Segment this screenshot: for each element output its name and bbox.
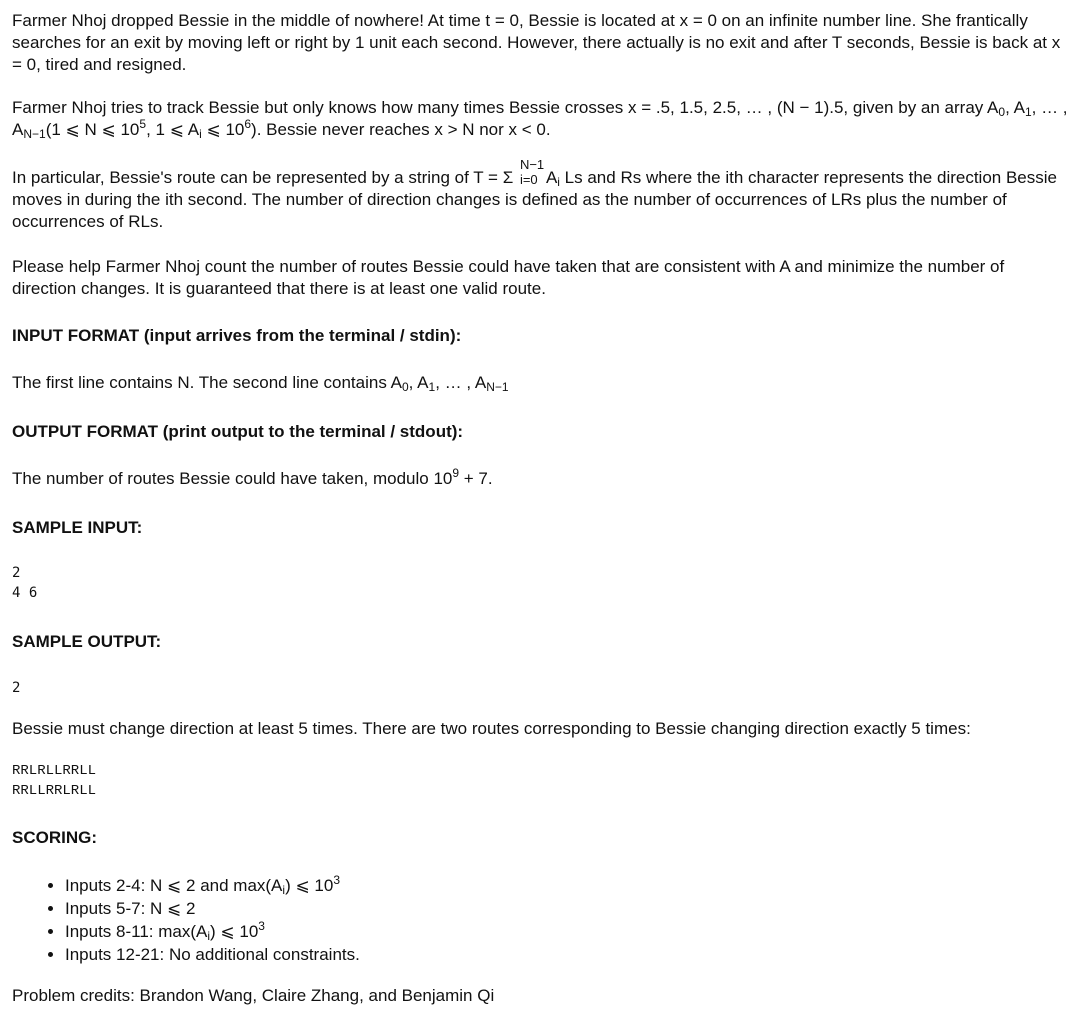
text-fragment: , … , A	[12, 98, 1068, 139]
text-fragment: Inputs 8-11: max(A	[65, 922, 208, 941]
text-fragment: ) ⩽ 10	[285, 876, 334, 895]
text-fragment: A	[545, 168, 558, 187]
explanation-text: Bessie must change direction at least 5 times. There are two routes corresponding to Bessie changing direction exactly 5 times:	[12, 719, 971, 738]
sum-lower-limit: i=0	[519, 172, 538, 187]
statement-paragraph-4	[12, 256, 1070, 300]
subscript: i	[557, 175, 560, 189]
sample-input-heading: SAMPLE INPUT:	[12, 518, 143, 537]
problem-credits: Problem credits: Brandon Wang, Claire Zhang, and Benjamin Qi	[12, 986, 495, 1005]
text-fragment: The first line contains N. The second line contains A	[12, 373, 402, 392]
text-fragment: Ls and Rs where the ith character represents the direction Bessie moves in during the ith second. The number of direction changes is defined as the number of occurrences of LRs plus the number of occurrences of RLs.	[12, 168, 1057, 231]
text-fragment: ⩽ 10	[201, 120, 245, 139]
subscript: 0	[998, 105, 1006, 119]
text-fragment: In particular, Bessie's route can be represented by a string of T = Σ	[12, 168, 518, 187]
superscript: 9	[452, 466, 460, 480]
subscript: 0	[401, 380, 409, 394]
statement-text: Please help Farmer Nhoj count the number of routes Bessie could have taken that are consistent with A and minimize the number of direction changes. It is guaranteed that there is at least one valid route.	[12, 257, 1005, 298]
superscript: 6	[244, 117, 252, 131]
scoring-item	[65, 874, 1065, 897]
text-fragment: Inputs 2-4: N ⩽ 2 and max(A	[65, 876, 283, 895]
text-fragment: + 7.	[459, 469, 493, 488]
text-fragment: ) ⩽ 10	[210, 922, 259, 941]
output-format-heading: OUTPUT FORMAT (print output to the terminal / stdout):	[12, 422, 464, 441]
superscript: 5	[139, 117, 147, 131]
text-fragment: , A	[1005, 98, 1025, 117]
summation-limits	[518, 157, 546, 189]
scoring-item	[65, 943, 1065, 966]
scoring-item	[65, 920, 1065, 943]
input-format-heading: INPUT FORMAT (input arrives from the terminal / stdin):	[12, 326, 462, 345]
text-fragment: (1 ⩽ N ⩽ 10	[45, 120, 140, 139]
subscript: N−1	[23, 127, 46, 141]
text-fragment: , … , A	[435, 373, 487, 392]
subscript: N−1	[486, 380, 509, 394]
explanation-routes: RRLRLLRRLL RRLLRRLRLL	[12, 763, 97, 799]
text-fragment: Inputs 5-7: N ⩽ 2	[65, 899, 196, 918]
statement-paragraph-2	[12, 97, 1070, 141]
scoring-item	[65, 897, 1065, 920]
superscript: 3	[258, 919, 265, 933]
statement-paragraph-3	[12, 157, 1070, 233]
statement-paragraph-1	[12, 10, 1070, 76]
sample-input-block: 2 4 6	[12, 565, 38, 601]
text-fragment: ). Bessie never reaches x > N nor x < 0.	[251, 120, 551, 139]
sum-upper-limit: N−1	[519, 157, 545, 172]
statement-text: Farmer Nhoj dropped Bessie in the middle of nowhere! At time t = 0, Bessie is located at x = 0 on an infinite number line. She frantically searches for an exit by moving left or right by 1 unit each second. However, there actually is no exit and after T seconds, Bessie is back at x = 0, tired and resigned.	[12, 11, 1061, 74]
output-format-text	[12, 468, 1070, 490]
subscript: i	[199, 127, 202, 141]
text-fragment: Farmer Nhoj tries to track Bessie but only knows how many times Bessie crosses x = .5, 1.5, 2.5, … , (N − 1).5, given by an array A	[12, 98, 999, 117]
subscript: 1	[428, 380, 436, 394]
sample-output-heading: SAMPLE OUTPUT:	[12, 632, 162, 651]
subscript: 1	[1024, 105, 1032, 119]
text-fragment: Inputs 12-21: No additional constraints.	[65, 945, 360, 964]
sample-output-block: 2	[12, 680, 21, 696]
subscript: i	[282, 883, 286, 897]
scoring-heading: SCORING:	[12, 828, 97, 847]
scoring-list	[12, 874, 1065, 966]
text-fragment: , 1 ⩽ A	[146, 120, 200, 139]
subscript: i	[207, 929, 211, 943]
input-format-text	[12, 372, 1070, 394]
text-fragment: The number of routes Bessie could have taken, modulo 10	[12, 469, 453, 488]
text-fragment: , A	[408, 373, 429, 392]
superscript: 3	[333, 873, 341, 887]
